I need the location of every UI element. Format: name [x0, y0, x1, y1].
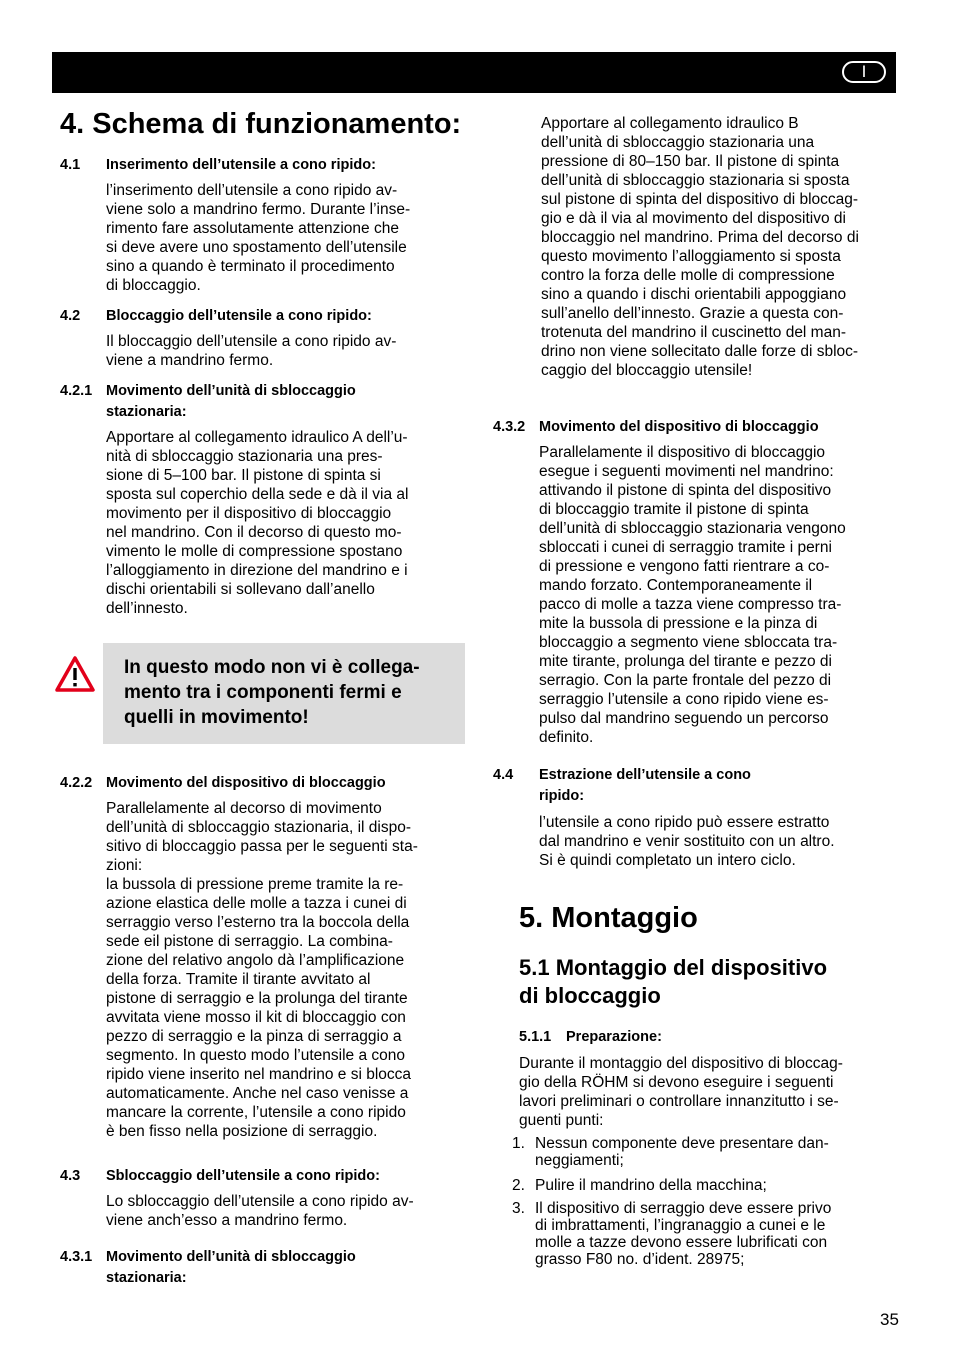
section-number: 5.1.1: [519, 1029, 552, 1045]
section-number: 4.2.1: [60, 383, 93, 399]
list-item-text: Nessun componente deve presentare dan- neggiamenti;: [535, 1135, 829, 1169]
section-number: 4.2.2: [60, 775, 93, 791]
list-item-text: Pulire il mandrino della macchina;: [535, 1177, 767, 1194]
section-heading-text: Movimento del dispositivo di bloccaggio: [539, 419, 819, 435]
language-badge: I: [842, 61, 886, 83]
section-number: 4.1: [60, 157, 81, 173]
list-item-number: 3.: [512, 1200, 525, 1217]
section-4-2-text: Il bloccaggio dell’utensile a cono ripido av- viene a mandrino fermo.: [106, 333, 397, 369]
section-4-4-text: l’utensile a cono ripido può essere estratto dal mandrino e venir sostituito con un altro. Si è quindi completato un intero ciclo.: [539, 814, 835, 869]
warning-text: In questo modo non vi è collega- mento tra i componenti fermi e quelli in movimento!: [124, 657, 420, 728]
section-heading-text: Estrazione dell’utensile a cono ripido:: [539, 767, 751, 804]
list-item-number: 1.: [512, 1135, 525, 1152]
section-heading-text: Movimento dell’unità di sbloccaggio stazionaria:: [106, 1249, 356, 1286]
section-heading-text: Preparazione:: [566, 1029, 662, 1045]
list-item-number: 2.: [512, 1177, 525, 1194]
section-5-1-title: 5.1 Montaggio del dispositivo di bloccaggio: [519, 955, 828, 1008]
section-number: 4.3: [60, 1168, 81, 1184]
page-number: 35: [880, 1310, 899, 1329]
list-item-text: Il dispositivo di serraggio deve essere privo di imbrattamenti, l’ingranaggio a cunei e le molle a tazze devono essere lubrificati con grasso F80 no. d’ident. 28975;: [535, 1200, 832, 1268]
section-5-title: 5. Montaggio: [519, 902, 698, 934]
section-5-1-1-text: Durante il montaggio del dispositivo di bloccag- gio della RÖHM si devono eseguire i seguenti lavori preliminari o controllare innanzitutto i se- guenti punti:: [519, 1055, 843, 1129]
warning-box: [103, 643, 465, 744]
warning-triangle-icon: [55, 656, 95, 692]
section-heading-text: Sbloccaggio dell’utensile a cono ripido:: [106, 1168, 380, 1184]
section-4-2-1-text: Apportare al collegamento idraulico A dell’u- nità di sbloccaggio stazionaria una pres- sione di 5–100 bar. Il pistone di spinta si sposta sul coperchio della sede e dà il via al movimento per il dispositivo di bloccaggio nel mandrino. Con il decorso di questo mo- vimento le molle di compressione spostano l’alloggiamento in direzione del mandrino e i dischi orientabili si sollevano dall’anello dell’innesto.: [106, 429, 409, 617]
header-bar: [52, 52, 896, 93]
section-number: 4.3.1: [60, 1249, 93, 1265]
section-4-2-2-text: Parallelamente al decorso di movimento dell’unità di sbloccaggio stazionaria, il dispo- sitivo di bloccaggio passa per le seguenti sta- zioni: la bussola di pressione preme tramite la re- azione elastica delle molle a tazza i cunei di serraggio verso l’esterno tra la boccola della sede eil pistone di serraggio. La combina- zione del relativo angolo dà l’amplificazione della forza. Tramite il tirante avvitato al pistone di serraggio e la prolunga del tirante avvitata viene mosso il kit di bloccaggio con pezzo di serraggio e la pinza di serraggio a segmento. In questo modo l’utensile a cono ripido viene inserito nel mandrino e si blocca automaticamente. Anche nel caso venisse a mancare la corrente, l’utensile a cono ripido è ben fisso nella posizione di serraggio.: [106, 800, 418, 1140]
section-4-3-text: Lo sbloccaggio dell’utensile a cono ripido av- viene anch’esso a mandrino fermo.: [106, 1193, 414, 1229]
section-4-3-2-text: Parallelamente il dispositivo di bloccaggio esegue i seguenti movimenti nel mandrino: attivando il pistone di spinta del dispositivo di bloccaggio tramite il pistone di spinta dell’unità di sbloccaggio stazionaria vengono sbloccati i cunei di serraggio tramite i perni di pressione e vengono fatti rientrare a co- mando forzato. Contemporaneamente il pacco di molle a tazza viene compresso tra- mite la bussola di pressione e la pinza di bloccaggio a segmento viene sbloccata tra- mite tirante, prolunga del tirante e pezzo di serragio. Con la parte frontale del pezzo di serraggio l’utensile a cono ripido viene es- pulso dal mandrino seguendo un percorso definito.: [539, 444, 846, 746]
section-heading-text: Inserimento dell’utensile a cono ripido:: [106, 157, 376, 173]
section-heading-text: Bloccaggio dell’utensile a cono ripido:: [106, 308, 372, 324]
section-number: 4.2: [60, 308, 81, 324]
section-heading-text: Movimento del dispositivo di bloccaggio: [106, 775, 386, 791]
section-4-1-text: l’inserimento dell’utensile a cono ripido av- viene solo a mandrino fermo. Durante l’inse- rimento fare assolutamente attenzione che si deve avere uno spostamento dell’utensile sino a quando è terminato il procedimento di bloccaggio.: [106, 182, 411, 294]
section-heading-text: Movimento dell’unità di sbloccaggio stazionaria:: [106, 383, 356, 420]
section-4-title: 4. Schema di funzionamento:: [60, 108, 462, 140]
section-number: 4.4: [493, 767, 514, 783]
section-number: 4.3.2: [493, 419, 526, 435]
section-4-3-1-text: Apportare al collegamento idraulico B dell’unità di sbloccaggio stazionaria una pressione di 80–150 bar. Il pistone di spinta dell’unità di sbloccaggio stazionaria si sposta sul pistone di spinta del dispositivo di bloccag- gio e dà il via al movimento del dispositivo di bloccaggio nel mandrino. Prima del decorso di questo movimento l’alloggiamento si sposta contro la forza delle molle di compressione sino a quando i dischi orientabili appoggiano sull’anello dell’innesto. Grazie a questa con- trotenuta del mandrino il cuscinetto del man- drino non viene sollecitato dalle forze di sbloc- caggio del bloccaggio utensile!: [541, 115, 859, 379]
